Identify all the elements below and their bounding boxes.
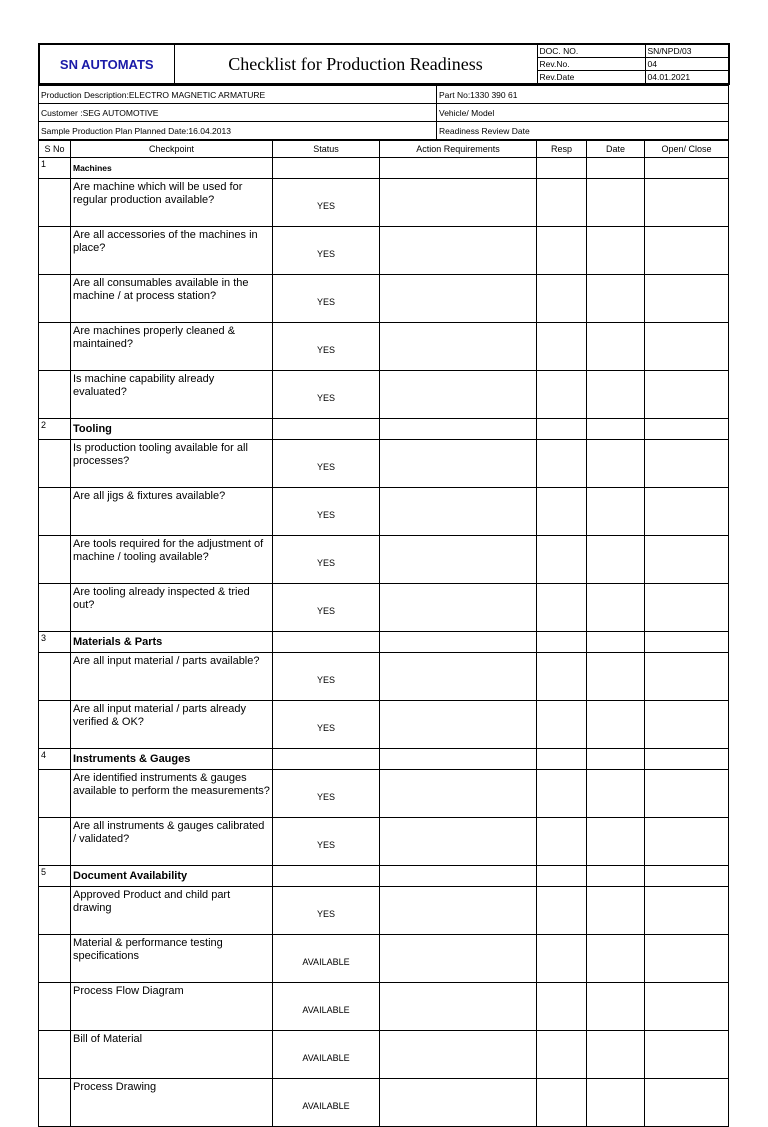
row-sno-cell (39, 1031, 71, 1079)
row-sno-cell (39, 536, 71, 584)
section-number: 5 (39, 866, 71, 887)
resp-cell (537, 440, 587, 488)
status-value: AVAILABLE (273, 1079, 380, 1127)
col-checkpoint: Checkpoint (71, 141, 273, 158)
section-row (39, 419, 729, 440)
col-date: Date (587, 141, 645, 158)
open-close-cell (645, 488, 729, 536)
section-date-cell (587, 749, 645, 770)
part-number: Part No:1330 390 61 (437, 86, 729, 104)
section-title: Machines (71, 158, 273, 179)
date-cell (587, 818, 645, 866)
row-sno-cell (39, 1079, 71, 1127)
open-close-cell (645, 440, 729, 488)
open-close-cell (645, 887, 729, 935)
section-status-cell (273, 866, 380, 887)
action-requirements-cell (380, 935, 537, 983)
checkpoint-text: Are all input material / parts already verified & OK? (71, 701, 273, 749)
section-number: 3 (39, 632, 71, 653)
section-number: 4 (39, 749, 71, 770)
document-header (38, 43, 730, 85)
row-sno-cell (39, 488, 71, 536)
section-row (39, 632, 729, 653)
status-value: AVAILABLE (273, 935, 380, 983)
section-title: Tooling (71, 419, 273, 440)
date-cell (587, 935, 645, 983)
checkpoint-text: Are all accessories of the machines in place? (71, 227, 273, 275)
table-row (39, 371, 729, 419)
resp-cell (537, 1031, 587, 1079)
section-action-cell (380, 419, 537, 440)
table-row (39, 584, 729, 632)
resp-cell (537, 584, 587, 632)
table-row (39, 1079, 729, 1127)
checkpoint-text: Material & performance testing specifications (71, 935, 273, 983)
section-number: 2 (39, 419, 71, 440)
checkpoint-text: Are all input material / parts available? (71, 653, 273, 701)
resp-cell (537, 983, 587, 1031)
row-sno-cell (39, 323, 71, 371)
resp-cell (537, 770, 587, 818)
checkpoint-text: Are tools required for the adjustment of machine / tooling available? (71, 536, 273, 584)
section-action-cell (380, 749, 537, 770)
section-date-cell (587, 866, 645, 887)
open-close-cell (645, 227, 729, 275)
action-requirements-cell (380, 818, 537, 866)
table-row (39, 179, 729, 227)
open-close-cell (645, 275, 729, 323)
status-value: YES (273, 275, 380, 323)
table-row (39, 275, 729, 323)
status-value: YES (273, 770, 380, 818)
col-sno: S No (39, 141, 71, 158)
doc-no-label: DOC. NO. (537, 44, 645, 58)
resp-cell (537, 536, 587, 584)
action-requirements-cell (380, 584, 537, 632)
doc-no-value: SN/NPD/03 (645, 44, 729, 58)
date-cell (587, 887, 645, 935)
row-sno-cell (39, 440, 71, 488)
section-open-close-cell (645, 866, 729, 887)
section-title: Document Availability (71, 866, 273, 887)
table-row (39, 227, 729, 275)
table-row (39, 536, 729, 584)
status-value: YES (273, 653, 380, 701)
status-value: YES (273, 440, 380, 488)
date-cell (587, 653, 645, 701)
action-requirements-cell (380, 488, 537, 536)
resp-cell (537, 887, 587, 935)
section-open-close-cell (645, 749, 729, 770)
action-requirements-cell (380, 887, 537, 935)
checkpoint-text: Process Drawing (71, 1079, 273, 1127)
action-requirements-cell (380, 371, 537, 419)
checkpoint-text: Are machines properly cleaned & maintained? (71, 323, 273, 371)
checkpoint-text: Is machine capability already evaluated? (71, 371, 273, 419)
table-row (39, 440, 729, 488)
status-value: YES (273, 371, 380, 419)
table-row (39, 488, 729, 536)
open-close-cell (645, 818, 729, 866)
open-close-cell (645, 323, 729, 371)
action-requirements-cell (380, 275, 537, 323)
table-row (39, 983, 729, 1031)
review-date: Readiness Review Date (437, 122, 729, 140)
col-resp: Resp (537, 141, 587, 158)
rev-no-value: 04 (645, 58, 729, 71)
resp-cell (537, 488, 587, 536)
open-close-cell (645, 584, 729, 632)
date-cell (587, 371, 645, 419)
table-row (39, 935, 729, 983)
table-row (39, 701, 729, 749)
row-sno-cell (39, 371, 71, 419)
section-date-cell (587, 419, 645, 440)
checkpoint-text: Are all jigs & fixtures available? (71, 488, 273, 536)
date-cell (587, 440, 645, 488)
section-action-cell (380, 158, 537, 179)
checklist-table (38, 140, 729, 1127)
open-close-cell (645, 536, 729, 584)
open-close-cell (645, 1079, 729, 1127)
section-title: Instruments & Gauges (71, 749, 273, 770)
production-description: Production Description:ELECTRO MAGNETIC ARMATURE (39, 86, 437, 104)
section-open-close-cell (645, 158, 729, 179)
rev-date-value: 04.01.2021 (645, 71, 729, 85)
status-value: YES (273, 701, 380, 749)
status-value: AVAILABLE (273, 983, 380, 1031)
section-row (39, 866, 729, 887)
row-sno-cell (39, 701, 71, 749)
row-sno-cell (39, 983, 71, 1031)
checklist-sheet (38, 43, 728, 1127)
status-value: YES (273, 818, 380, 866)
status-value: YES (273, 584, 380, 632)
action-requirements-cell (380, 983, 537, 1031)
checkpoint-text: Process Flow Diagram (71, 983, 273, 1031)
section-date-cell (587, 158, 645, 179)
table-row (39, 770, 729, 818)
row-sno-cell (39, 227, 71, 275)
resp-cell (537, 701, 587, 749)
checkpoint-text: Are machine which will be used for regular production available? (71, 179, 273, 227)
section-resp-cell (537, 866, 587, 887)
section-resp-cell (537, 632, 587, 653)
section-number: 1 (39, 158, 71, 179)
row-sno-cell (39, 584, 71, 632)
action-requirements-cell (380, 770, 537, 818)
open-close-cell (645, 371, 729, 419)
date-cell (587, 1079, 645, 1127)
col-open-close: Open/ Close (645, 141, 729, 158)
status-value: YES (273, 887, 380, 935)
section-action-cell (380, 866, 537, 887)
section-date-cell (587, 632, 645, 653)
date-cell (587, 1031, 645, 1079)
production-info (38, 85, 729, 140)
action-requirements-cell (380, 653, 537, 701)
resp-cell (537, 653, 587, 701)
date-cell (587, 179, 645, 227)
checkpoint-text: Is production tooling available for all processes? (71, 440, 273, 488)
checkpoint-text: Are tooling already inspected & tried out? (71, 584, 273, 632)
column-header-row (39, 141, 729, 158)
status-value: YES (273, 488, 380, 536)
date-cell (587, 323, 645, 371)
table-row (39, 887, 729, 935)
checkpoint-text: Are all instruments & gauges calibrated / validated? (71, 818, 273, 866)
section-open-close-cell (645, 632, 729, 653)
action-requirements-cell (380, 1079, 537, 1127)
section-row (39, 158, 729, 179)
status-value: YES (273, 179, 380, 227)
open-close-cell (645, 1031, 729, 1079)
action-requirements-cell (380, 179, 537, 227)
date-cell (587, 227, 645, 275)
company-name: SN AUTOMATS (39, 44, 174, 84)
open-close-cell (645, 701, 729, 749)
col-status: Status (273, 141, 380, 158)
status-value: YES (273, 536, 380, 584)
plan-date: Sample Production Plan Planned Date:16.04.2013 (39, 122, 437, 140)
col-action: Action Requirements (380, 141, 537, 158)
rev-no-label: Rev.No. (537, 58, 645, 71)
resp-cell (537, 227, 587, 275)
customer: Customer :SEG AUTOMOTIVE (39, 104, 437, 122)
date-cell (587, 983, 645, 1031)
open-close-cell (645, 983, 729, 1031)
resp-cell (537, 1079, 587, 1127)
checkpoint-text: Are identified instruments & gauges available to perform the measurements? (71, 770, 273, 818)
row-sno-cell (39, 179, 71, 227)
checkpoint-text: Approved Product and child part drawing (71, 887, 273, 935)
section-status-cell (273, 632, 380, 653)
resp-cell (537, 179, 587, 227)
resp-cell (537, 323, 587, 371)
table-row (39, 323, 729, 371)
open-close-cell (645, 653, 729, 701)
section-row (39, 749, 729, 770)
date-cell (587, 701, 645, 749)
section-resp-cell (537, 749, 587, 770)
section-open-close-cell (645, 419, 729, 440)
action-requirements-cell (380, 701, 537, 749)
row-sno-cell (39, 653, 71, 701)
status-value: AVAILABLE (273, 1031, 380, 1079)
date-cell (587, 536, 645, 584)
checkpoint-text: Are all consumables available in the machine / at process station? (71, 275, 273, 323)
action-requirements-cell (380, 227, 537, 275)
date-cell (587, 584, 645, 632)
row-sno-cell (39, 818, 71, 866)
checkpoint-text: Bill of Material (71, 1031, 273, 1079)
section-status-cell (273, 158, 380, 179)
table-row (39, 818, 729, 866)
open-close-cell (645, 770, 729, 818)
resp-cell (537, 275, 587, 323)
table-row (39, 1031, 729, 1079)
open-close-cell (645, 935, 729, 983)
action-requirements-cell (380, 536, 537, 584)
row-sno-cell (39, 770, 71, 818)
row-sno-cell (39, 275, 71, 323)
section-status-cell (273, 749, 380, 770)
section-resp-cell (537, 419, 587, 440)
date-cell (587, 488, 645, 536)
action-requirements-cell (380, 323, 537, 371)
vehicle-model: Vehicle/ Model (437, 104, 729, 122)
open-close-cell (645, 179, 729, 227)
section-action-cell (380, 632, 537, 653)
resp-cell (537, 371, 587, 419)
date-cell (587, 275, 645, 323)
table-row (39, 653, 729, 701)
action-requirements-cell (380, 440, 537, 488)
status-value: YES (273, 227, 380, 275)
section-status-cell (273, 419, 380, 440)
row-sno-cell (39, 935, 71, 983)
action-requirements-cell (380, 1031, 537, 1079)
document-title: Checklist for Production Readiness (174, 44, 537, 84)
row-sno-cell (39, 887, 71, 935)
resp-cell (537, 935, 587, 983)
rev-date-label: Rev.Date (537, 71, 645, 85)
date-cell (587, 770, 645, 818)
status-value: YES (273, 323, 380, 371)
resp-cell (537, 818, 587, 866)
section-title: Materials & Parts (71, 632, 273, 653)
section-resp-cell (537, 158, 587, 179)
